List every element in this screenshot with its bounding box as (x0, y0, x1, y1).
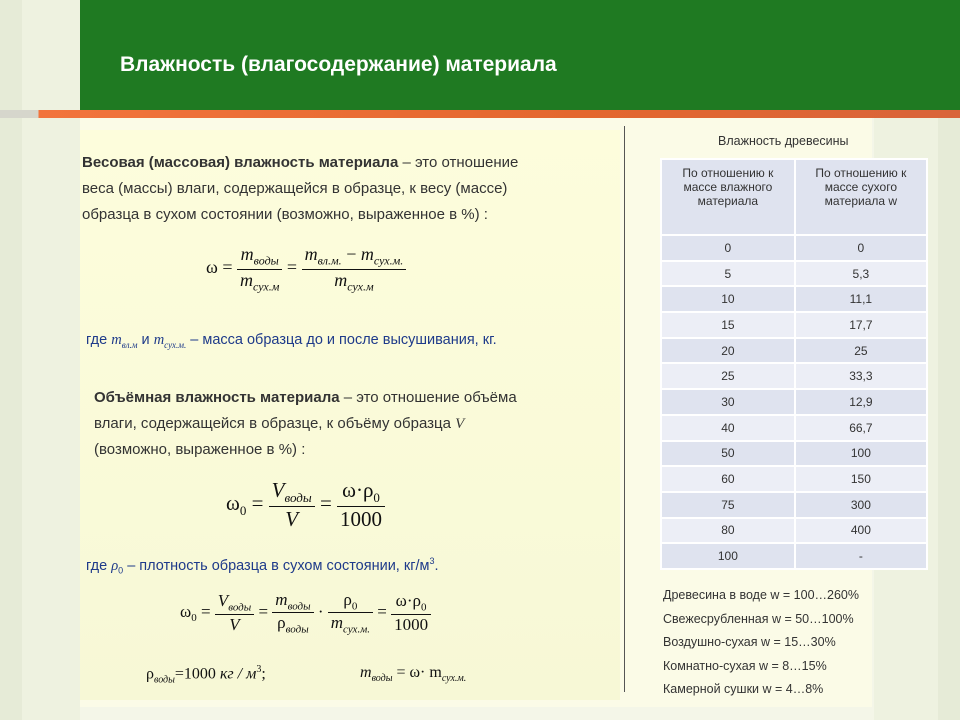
water-density-formula: $\rho_{воды}=1000$ кг / $м^3$; (146, 664, 266, 686)
column-divider (624, 126, 625, 692)
table-row (661, 466, 927, 492)
table-row (661, 441, 927, 467)
table-cell: 100 (795, 441, 927, 467)
fraction: $\frac{\omega\cdot\rho_0}{1000}$ (391, 591, 431, 634)
table-row (661, 518, 927, 544)
accent-stripe (0, 110, 960, 118)
table-row (661, 261, 927, 287)
table-row (661, 286, 927, 312)
volume-moisture-definition: Объёмная влажность материала – это отношение объёма влаги, содержащейся в образце, к объёму образца V (возможно, выраженное в %) : (94, 389, 517, 458)
fraction: $\frac{m_{воды}}{m_{сух.м}}$ (237, 244, 282, 294)
fraction: $\frac{m_{воды}}{\rho_{воды}}$ (272, 590, 313, 636)
table-cell: 40 (661, 415, 795, 441)
table-cell: 60 (661, 466, 795, 492)
left-margin-band-light (22, 0, 80, 720)
column-header: По отношению к массе влажного материала (661, 159, 795, 235)
list-item: Свежесрубленная w = 50…100% (663, 611, 854, 626)
table-cell: 150 (795, 466, 927, 492)
table-cell: 66,7 (795, 415, 927, 441)
fraction: $\frac{m_{вл.м.} - m_{сух.м.}}{m_{сух.м}}$ (302, 244, 407, 294)
derived-volume-moisture-formula: $\omega_0$ = $\frac{V_{воды}}{V}$ = $\frac{m_{воды}}{\rho_{воды}}$ · $\frac{\rho_0}{m_{сух.м.}}$ = $\frac{\omega\cdot\rho_0}{1000}$ (180, 590, 431, 636)
weight-moisture-term: Весовая (массовая) влажность материала (82, 154, 399, 171)
table-cell: 0 (795, 235, 927, 261)
list-item: Камерной сушки w = 4…8% (663, 682, 824, 696)
weight-moisture-formula: ω = $\frac{m_{воды}}{m_{сух.м}}$ = $\frac{m_{вл.м.} - m_{сух.м.}}{m_{сух.м}}$ (206, 244, 406, 294)
table-cell: 5,3 (795, 261, 927, 287)
volume-moisture-formula: $\omega_0$ = $\frac{V_{воды}}{V}$ = $\frac{\omega\cdot\rho_0}{1000}$ (226, 478, 385, 532)
table-cell: 400 (795, 518, 927, 544)
wood-moisture-notes (663, 584, 859, 702)
list-item: Комнатно-сухая w = 8…15% (663, 658, 827, 673)
table-cell: 20 (661, 338, 795, 364)
table-cell: - (795, 543, 927, 569)
table-cell: 17,7 (795, 312, 927, 338)
table-cell: 30 (661, 389, 795, 415)
table-cell: 25 (795, 338, 927, 364)
list-item: Древесина в воде w = 100…260% (663, 588, 859, 602)
wood-moisture-table (660, 158, 928, 570)
table-cell: 300 (795, 492, 927, 518)
table-cell: 15 (661, 312, 795, 338)
table-row (661, 543, 927, 569)
table-cell: 12,9 (795, 389, 927, 415)
table-cell: 25 (661, 363, 795, 389)
fraction: $\frac{\rho_0}{m_{сух.м.}}$ (328, 590, 373, 636)
table-cell: 5 (661, 261, 795, 287)
slide-title: Влажность (влагосодержание) материала (120, 53, 557, 76)
table-row (661, 338, 927, 364)
table-row (661, 312, 927, 338)
table-cell: 80 (661, 518, 795, 544)
table-row (661, 363, 927, 389)
fraction: $\frac{V_{воды}}{V}$ (269, 478, 315, 532)
list-item: Воздушно-сухая w = 15…30% (663, 635, 836, 649)
table-row (661, 492, 927, 518)
water-mass-formula: $m_{воды} = \omega\cdot m_{сух.м.}$ (360, 664, 467, 685)
weight-moisture-definition: Весовая (массовая) влажность материала – это отношение веса (массы) влаги, содержащейся в образце, к весу (массе) образца в сухом состоянии (возможно, выраженное в %) : (82, 154, 519, 223)
left-margin-band (0, 0, 22, 720)
fraction: $\frac{V_{воды}}{V}$ (215, 591, 254, 634)
fraction: $\frac{\omega\cdot\rho_0}{1000}$ (337, 478, 385, 532)
table-row (661, 415, 927, 441)
table-row (661, 389, 927, 415)
table-cell: 75 (661, 492, 795, 518)
table-cell: 0 (661, 235, 795, 261)
column-header: По отношению к массе сухого материала w (795, 159, 927, 235)
table-caption: Влажность древесины (718, 134, 849, 148)
table-cell: 11,1 (795, 286, 927, 312)
table-cell: 50 (661, 441, 795, 467)
volume-moisture-term: Объёмная влажность материала (94, 389, 340, 406)
mass-variables-note: где $m_{вл.м}$ и $m_{сух.м.}$ – масса образца до и после высушивания, кг. (86, 332, 497, 350)
density-note: где $\rho_0$ – плотность образца в сухом состоянии, $кг/м^3$. (86, 556, 439, 576)
table-cell: 33,3 (795, 363, 927, 389)
table-cell: 10 (661, 286, 795, 312)
table-cell: 100 (661, 543, 795, 569)
table-row (661, 235, 927, 261)
